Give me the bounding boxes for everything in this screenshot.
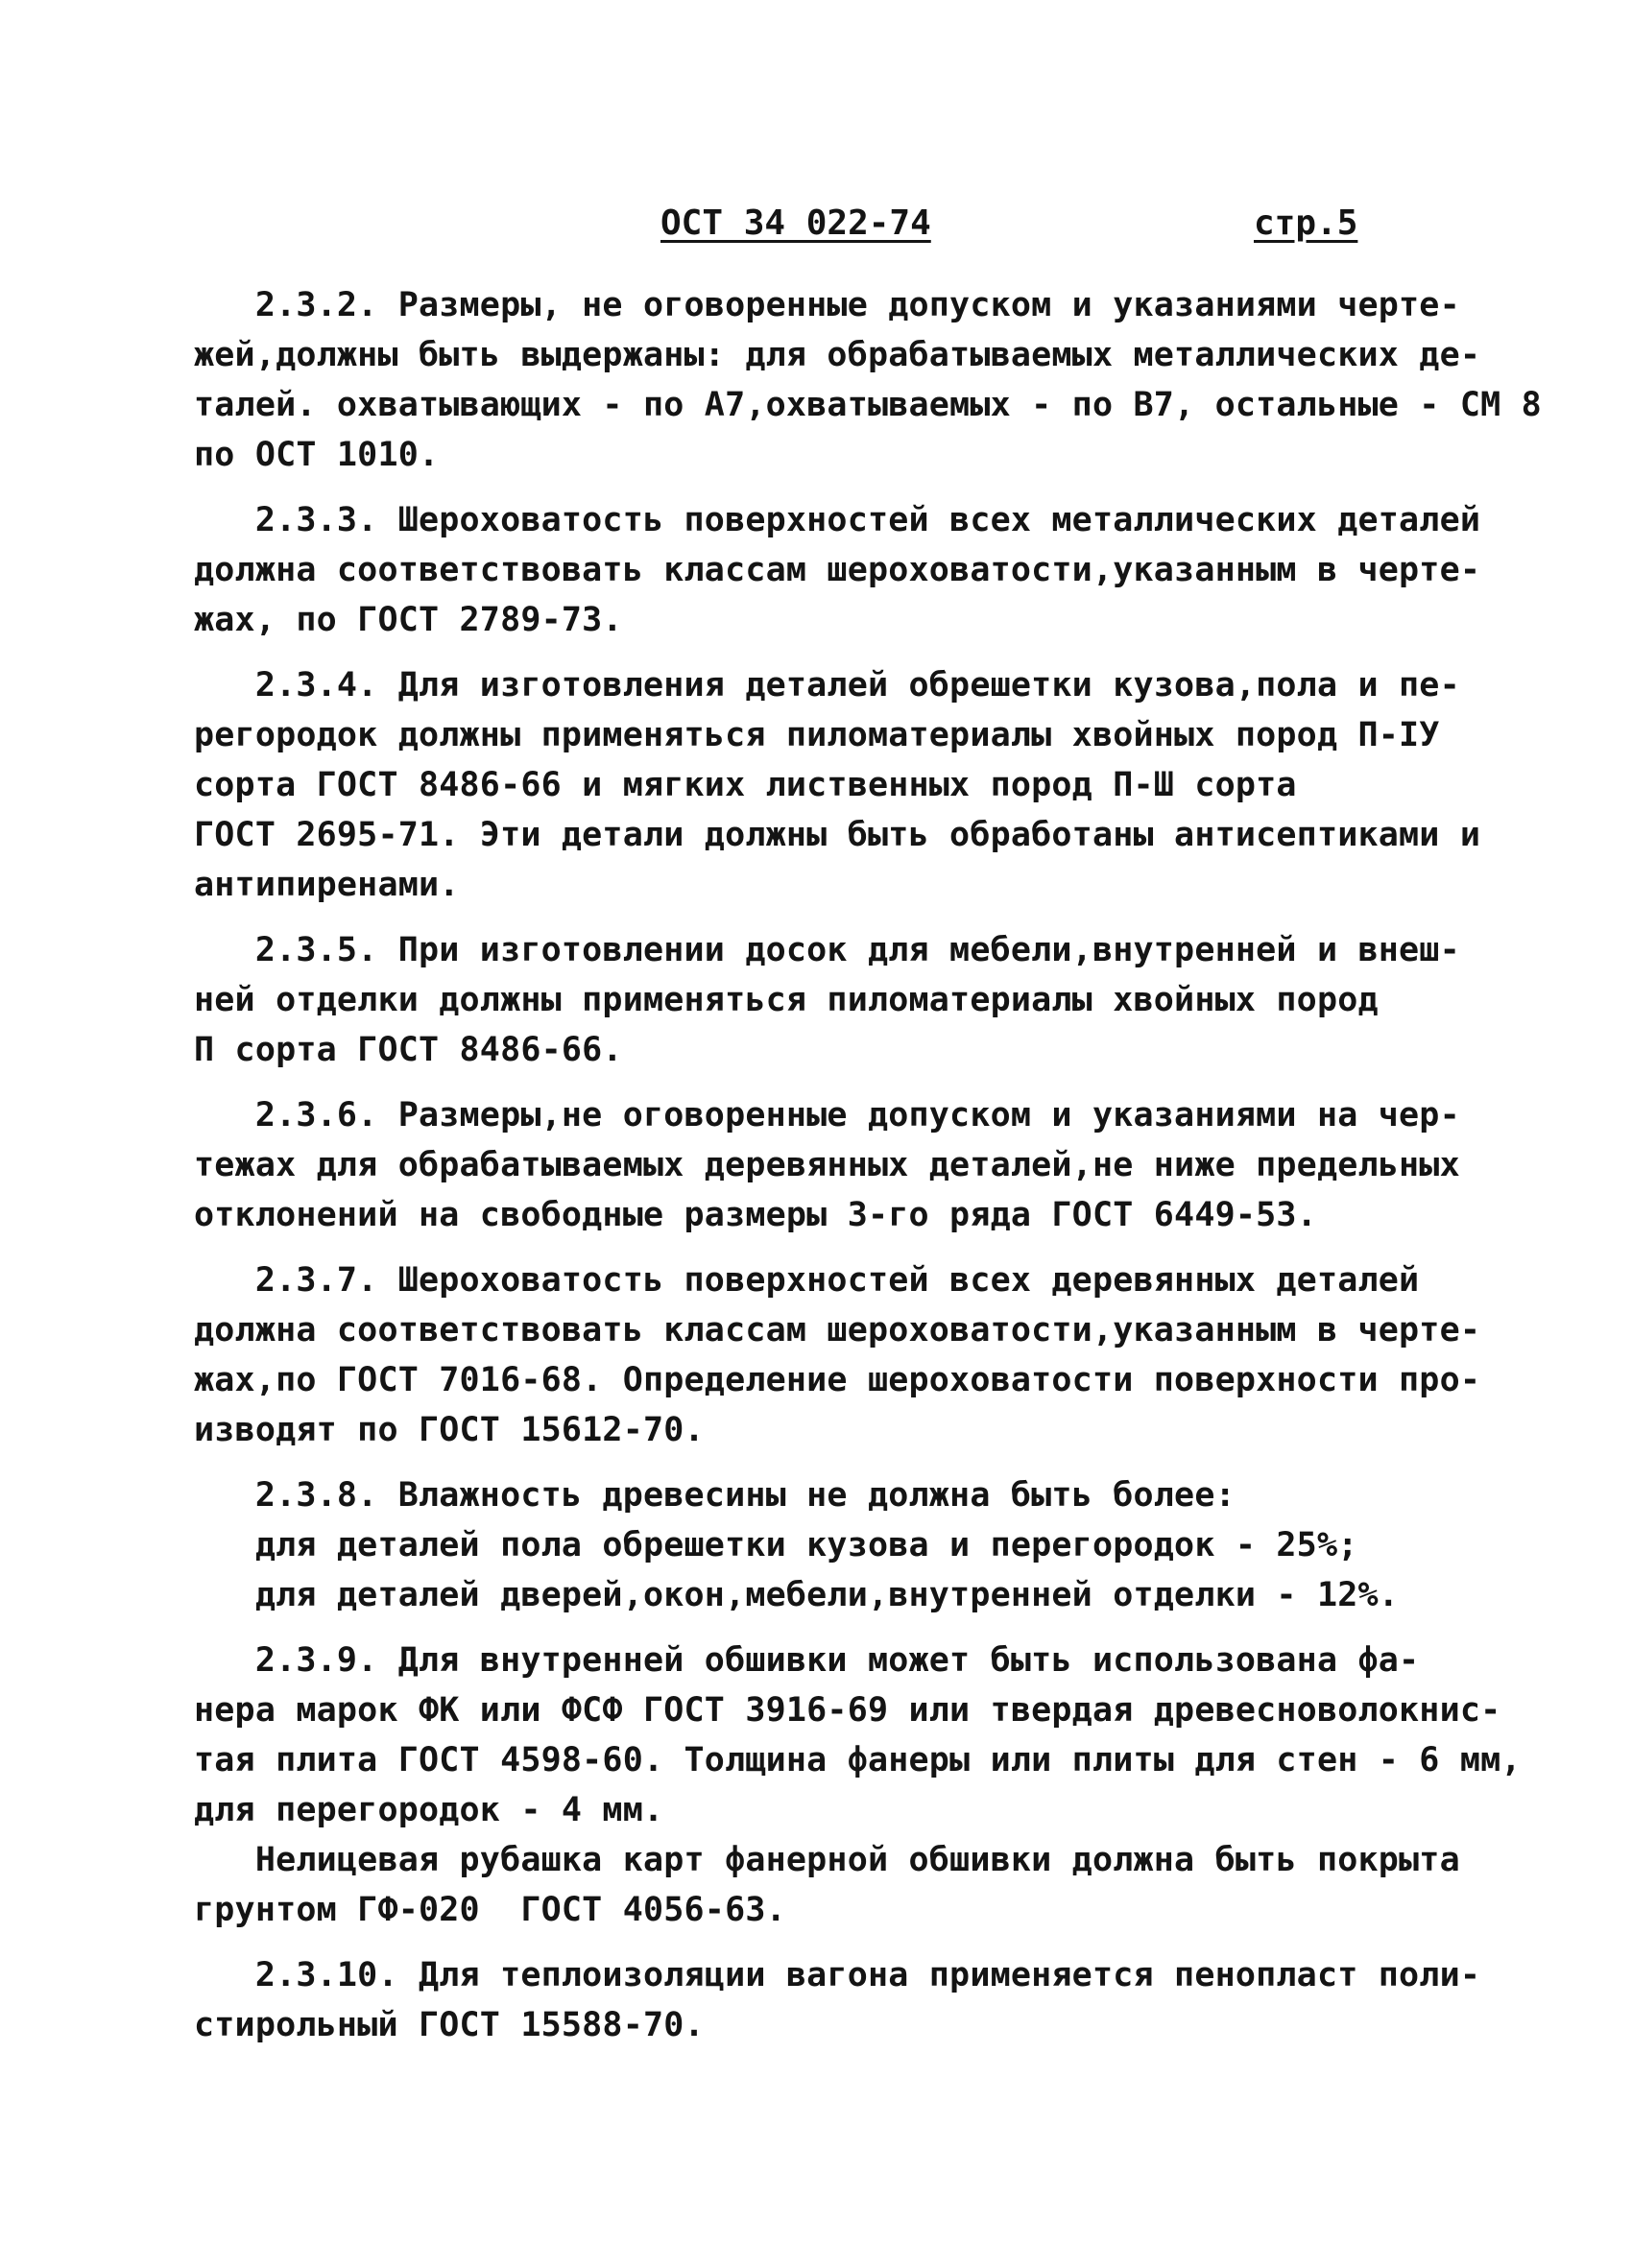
clause-2-3-2 [194, 280, 1542, 480]
text-line: 2.3.7. Шероховатость поверхностей всех деревянных деталей [194, 1261, 1420, 1300]
text-line: грунтом ГФ-020 ГОСТ 4056-63. [194, 1891, 786, 1929]
text-line: регородок должны применяться пиломатериалы хвойных пород П-IУ [194, 716, 1440, 754]
document-code: ОСТ 34 022-74 [660, 203, 931, 243]
text-line: ГОСТ 2695-71. Эти детали должны быть обработаны антисептиками и [194, 816, 1481, 854]
text-line: Нелицевая рубашка карт фанерной обшивки должна быть покрыта [194, 1841, 1460, 1879]
clause-2-3-10 [194, 1950, 1481, 2050]
text-line: 2.3.9. Для внутренней обшивки может быть использована фа- [194, 1641, 1420, 1680]
text-line: для перегородок - 4 мм. [194, 1791, 664, 1829]
page-header [0, 203, 1632, 251]
text-line: тежах для обрабатываемых деревянных деталей,не ниже предельных [194, 1146, 1460, 1184]
text-line: жей,должны быть выдержаны: для обрабатываемых металлических де- [194, 336, 1481, 374]
text-line: П сорта ГОСТ 8486-66. [194, 1031, 623, 1069]
clause-2-3-8 [194, 1470, 1452, 1620]
text-line: стирольный ГОСТ 15588-70. [194, 2006, 705, 2044]
text-line: 2.3.8. Влажность древесины не должна быть более: [194, 1476, 1236, 1515]
text-line: жах, по ГОСТ 2789-73. [194, 601, 623, 639]
text-line: 2.3.5. При изготовлении досок для мебели,внутренней и внеш- [194, 931, 1460, 969]
clause-2-3-7 [194, 1255, 1481, 1455]
clause-2-3-5 [194, 925, 1460, 1075]
page-number: стр.5 [1254, 203, 1358, 243]
document-body [194, 280, 1542, 2065]
text-line: для деталей дверей,окон,мебели,внутренней отделки - 12%. [194, 1576, 1400, 1614]
clause-2-3-3 [194, 495, 1481, 645]
text-line: 2.3.10. Для теплоизоляции вагона применяется пенопласт поли- [194, 1956, 1481, 1994]
text-line: 2.3.6. Размеры,не оговоренные допуском и указаниями на чер- [194, 1096, 1460, 1134]
text-line: должна соответствовать классам шероховатости,указанным в черте- [194, 1311, 1481, 1349]
clause-2-3-9 [194, 1635, 1522, 1935]
text-line: талей. охватывающих - по А7,охватываемых - по В7, остальные - СМ 8 [194, 386, 1542, 424]
text-line: нера марок ФК или ФСФ ГОСТ 3916-69 или твердая древесноволокнис- [194, 1691, 1501, 1730]
text-line: жах,по ГОСТ 7016-68. Определение шероховатости поверхности про- [194, 1361, 1481, 1399]
text-line: сорта ГОСТ 8486-66 и мягких лиственных пород П-Ш сорта [194, 766, 1297, 804]
text-line: отклонений на свободные размеры 3-го ряда ГОСТ 6449-53. [194, 1196, 1317, 1234]
text-line: для деталей пола обрешетки кузова и перегородок - 25%; [194, 1526, 1358, 1564]
text-line: ней отделки должны применяться пиломатериалы хвойных пород [194, 981, 1379, 1019]
text-line: антипиренами. [194, 866, 460, 904]
text-line: должна соответствовать классам шероховатости,указанным в черте- [194, 551, 1481, 589]
text-line: 2.3.2. Размеры, не оговоренные допуском и указаниями черте- [194, 286, 1460, 324]
clause-2-3-4 [194, 660, 1481, 910]
text-line: 2.3.3. Шероховатость поверхностей всех металлических деталей [194, 501, 1481, 539]
text-line: 2.3.4. Для изготовления деталей обрешетки кузова,пола и пе- [194, 666, 1460, 704]
clause-2-3-6 [194, 1090, 1460, 1240]
text-line: тая плита ГОСТ 4598-60. Толщина фанеры или плиты для стен - 6 мм, [194, 1741, 1522, 1779]
text-line: по ОСТ 1010. [194, 436, 440, 474]
text-line: изводят по ГОСТ 15612-70. [194, 1411, 705, 1449]
